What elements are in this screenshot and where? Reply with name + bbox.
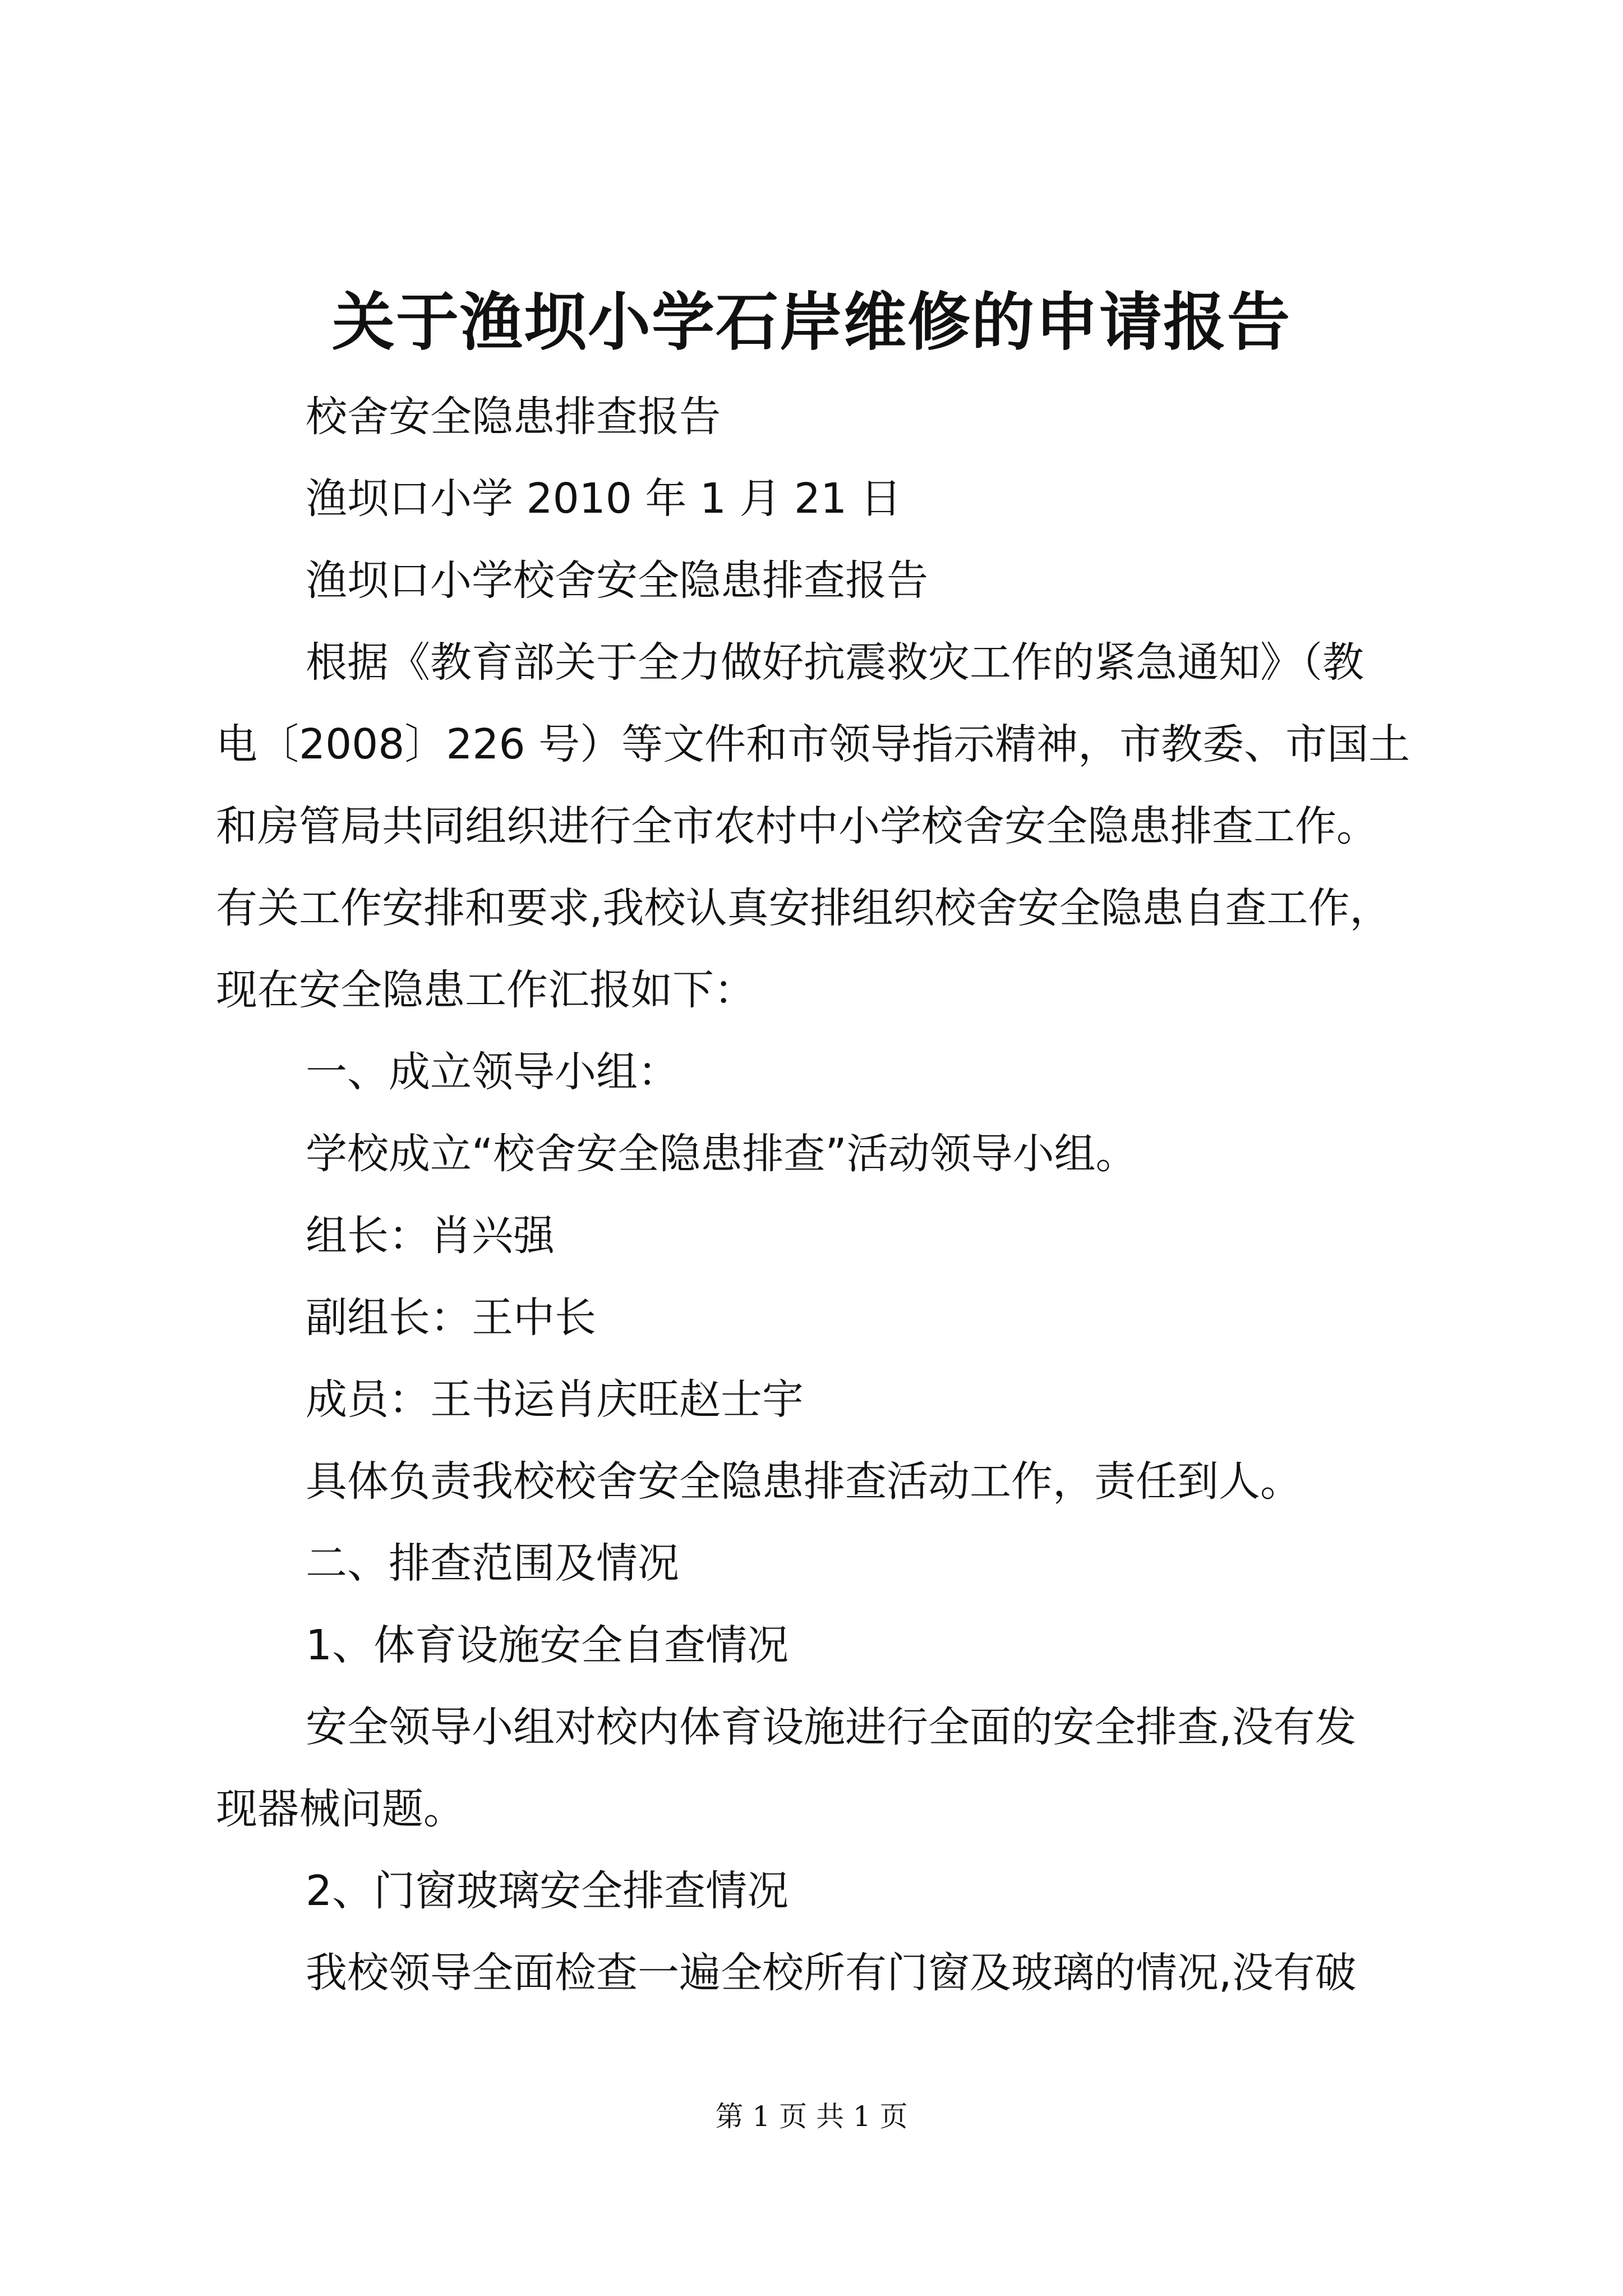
paragraph-line: 根据《教育部关于全力做好抗震救灾工作的紧急通知》（教 — [306, 638, 1364, 687]
document-title: 关于渔坝小学石岸维修的申请报告 — [332, 286, 1291, 359]
report-heading-line: 渔坝口小学校舍安全隐患排查报告 — [306, 556, 928, 605]
subtitle-line: 校舍安全隐患排查报告 — [306, 393, 721, 441]
date-line: 渔坝口小学 2010 年 1 月 21 日 — [306, 475, 902, 523]
page-footer: 第 1 页 共 1 页 — [715, 2100, 908, 2133]
subsection-text: 我校领导全面检查一遍全校所有门窗及玻璃的情况,没有破 — [306, 1949, 1357, 1997]
subsection-heading: 2、门窗玻璃安全排查情况 — [306, 1867, 789, 1915]
subsection-text: 现器械问题。 — [216, 1785, 465, 1833]
section-item: 组长：肖兴强 — [306, 1212, 555, 1260]
paragraph-line: 有关工作安排和要求,我校认真安排组织校舍安全隐患自查工作， — [216, 884, 1391, 932]
paragraph-line: 电〔2008〕226 号）等文件和市领导指示精神，市教委、市国土 — [216, 720, 1410, 769]
section-item: 具体负责我校校舍安全隐患排查活动工作，责任到人。 — [306, 1457, 1302, 1506]
section-item: 成员：王书运肖庆旺赵士宇 — [306, 1375, 804, 1424]
subsection-heading: 1、体育设施安全自查情况 — [306, 1621, 789, 1669]
document-body — [216, 376, 1422, 2014]
section-item: 副组长：王中长 — [306, 1294, 596, 1342]
section-item: 学校成立“校舍安全隐患排查”活动领导小组。 — [306, 1130, 1137, 1178]
paragraph-line: 和房管局共同组织进行全市农村中小学校舍安全隐患排查工作。 — [216, 802, 1378, 850]
paragraph-line: 现在安全隐患工作汇报如下： — [216, 966, 755, 1014]
section-heading: 二、排查范围及情况 — [306, 1539, 679, 1588]
section-heading: 一、成立领导小组： — [306, 1048, 679, 1096]
subsection-text: 安全领导小组对校内体育设施进行全面的安全排查,没有发 — [306, 1703, 1357, 1751]
